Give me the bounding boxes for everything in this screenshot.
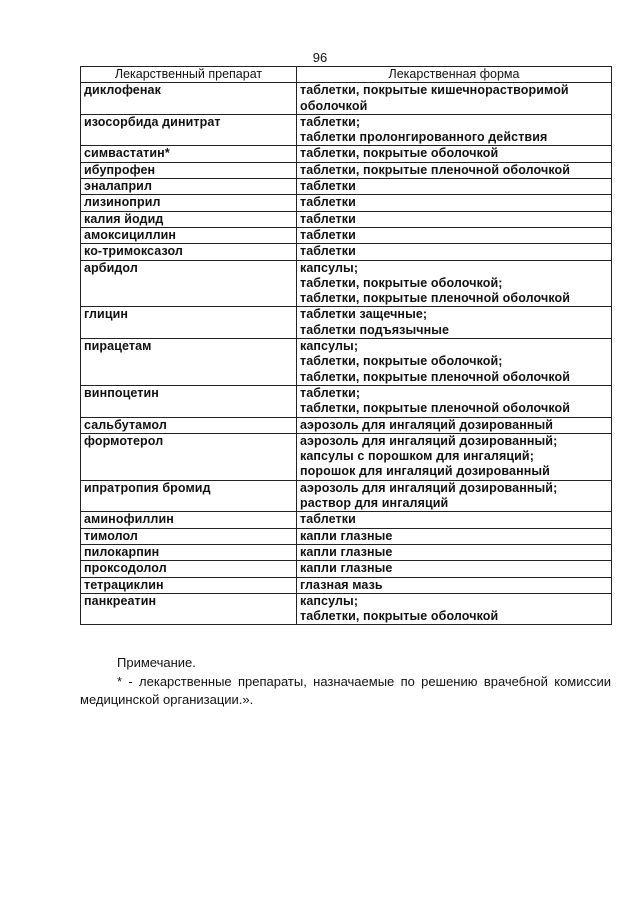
drug-form-cell: таблетки, покрытые пленочной оболочкой [297,162,612,178]
drug-name-cell: панкреатин [81,593,297,625]
column-header-form: Лекарственная форма [297,67,612,83]
page-number: 96 [312,50,328,65]
drug-name-cell: аминофиллин [81,512,297,528]
drug-name-cell: амоксициллин [81,227,297,243]
table-row [81,593,612,625]
table-row [81,146,612,162]
drug-form-cell: капли глазные [297,561,612,577]
drug-form-cell: таблетки [297,512,612,528]
table-row [81,561,612,577]
drug-name-cell: пирацетам [81,339,297,386]
drug-form-cell: таблетки; таблетки пролонгированного действия [297,114,612,146]
drug-form-cell: аэрозоль для ингаляций дозированный; раствор для ингаляций [297,480,612,512]
drug-form-cell: таблетки [297,195,612,211]
drug-name-cell: симвастатин* [81,146,297,162]
drug-form-cell: глазная мазь [297,577,612,593]
drug-table [80,66,612,625]
table-header-row [81,67,612,83]
table-row [81,512,612,528]
table-row [81,528,612,544]
table-row [81,433,612,480]
drug-form-cell: капли глазные [297,528,612,544]
table-row [81,307,612,339]
drug-name-cell: пилокарпин [81,544,297,560]
drug-name-cell: лизиноприл [81,195,297,211]
table-row [81,544,612,560]
table-row [81,244,612,260]
table-row [81,83,612,115]
drug-name-cell: ипратропия бромид [81,480,297,512]
drug-form-cell: таблетки защечные; таблетки подъязычные [297,307,612,339]
drug-form-cell: таблетки, покрытые кишечнорастворимой оболочкой [297,83,612,115]
table-row [81,339,612,386]
drug-name-cell: винпоцетин [81,385,297,417]
drug-name-cell: арбидол [81,260,297,307]
drug-name-cell: глицин [81,307,297,339]
table-row [81,385,612,417]
table-row [81,195,612,211]
drug-name-cell: эналаприл [81,179,297,195]
drug-name-cell: тетрациклин [81,577,297,593]
drug-name-cell: проксодолол [81,561,297,577]
note-title: Примечание. [117,655,196,670]
drug-form-cell: аэрозоль для ингаляций дозированный [297,417,612,433]
drug-name-cell: ибупрофен [81,162,297,178]
drug-form-cell: таблетки [297,227,612,243]
note-text: * - лекарственные препараты, назначаемые по решению врачебной комиссии медицинской организации.». [80,674,611,707]
drug-form-cell: капсулы; таблетки, покрытые оболочкой; таблетки, покрытые пленочной оболочкой [297,339,612,386]
drug-name-cell: ко-тримоксазол [81,244,297,260]
drug-name-cell: формотерол [81,433,297,480]
drug-form-cell: капсулы; таблетки, покрытые оболочкой [297,593,612,625]
column-header-drug: Лекарственный препарат [81,67,297,83]
table-row [81,417,612,433]
drug-form-cell: таблетки [297,179,612,195]
drug-form-cell: аэрозоль для ингаляций дозированный; капсулы с порошком для ингаляций; порошок для ингаляций дозированный [297,433,612,480]
table-row [81,480,612,512]
table-row [81,577,612,593]
drug-name-cell: тимолол [81,528,297,544]
table-row [81,114,612,146]
table-body [81,83,612,625]
table-row [81,179,612,195]
table-row [81,260,612,307]
table-row [81,211,612,227]
table-row [81,162,612,178]
drug-name-cell: сальбутамол [81,417,297,433]
drug-form-cell: капсулы; таблетки, покрытые оболочкой; таблетки, покрытые пленочной оболочкой [297,260,612,307]
drug-name-cell: изосорбида динитрат [81,114,297,146]
drug-form-cell: таблетки [297,244,612,260]
drug-form-cell: таблетки, покрытые оболочкой [297,146,612,162]
drug-form-cell: таблетки; таблетки, покрытые пленочной оболочкой [297,385,612,417]
drug-form-cell: капли глазные [297,544,612,560]
table-row [81,227,612,243]
drug-form-cell: таблетки [297,211,612,227]
drug-name-cell: диклофенак [81,83,297,115]
drug-name-cell: калия йодид [81,211,297,227]
